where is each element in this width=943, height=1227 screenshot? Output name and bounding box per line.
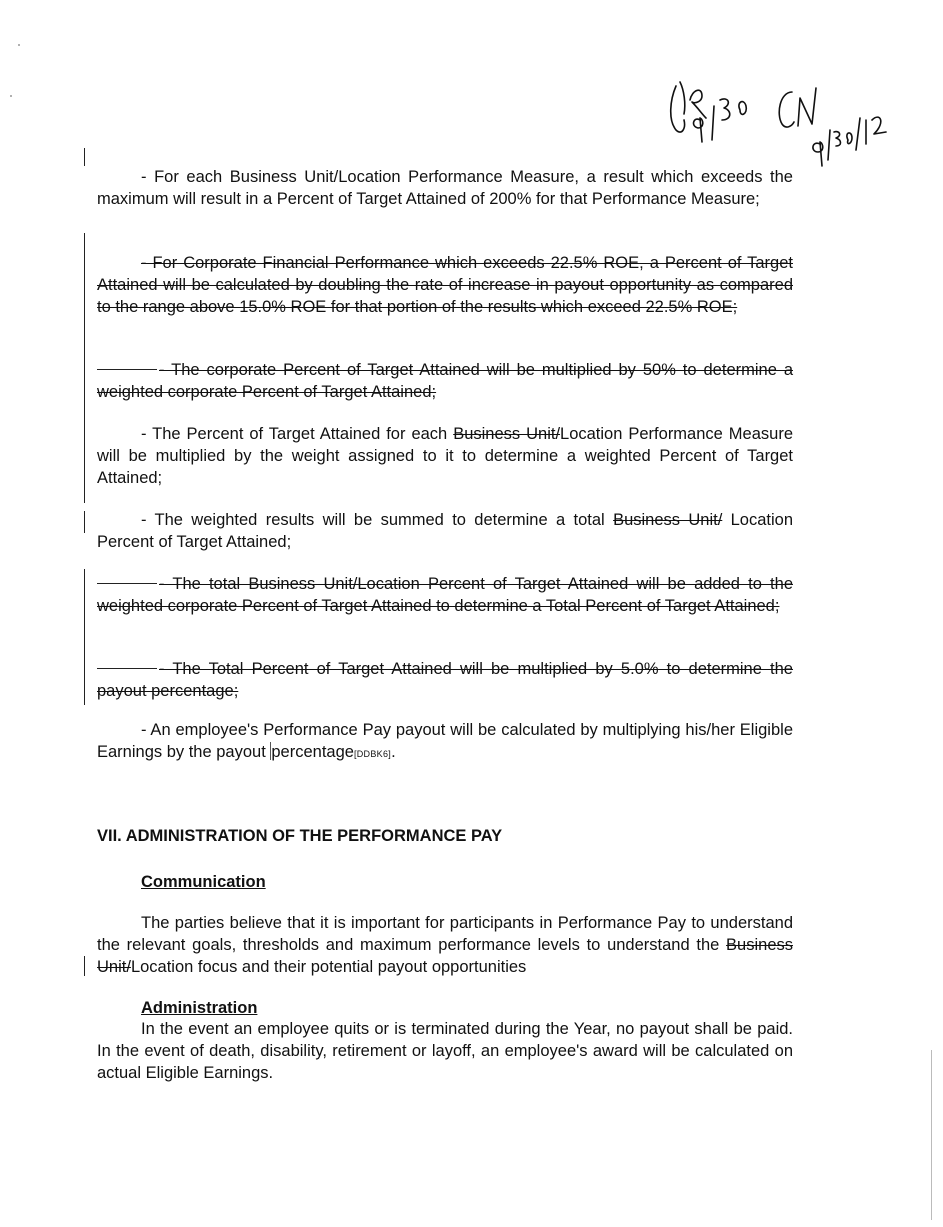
bullet-weight-assigned — [97, 423, 793, 489]
comment-tag: [DDBK6] — [353, 749, 392, 759]
scan-speck — [18, 44, 20, 46]
struck-text: Business Unit/ — [97, 936, 793, 976]
communication-paragraph — [97, 912, 793, 978]
scan-speck — [10, 95, 12, 97]
revision-bar — [84, 148, 85, 166]
bullet-text: - For each Business Unit/Location Performance Measure, a result which exceeds the maximum will result in a Percent of Target Attained of 200% for that Performance Measure; — [97, 168, 793, 208]
paragraph-text: Location focus and their potential payout opportunities — [130, 958, 527, 976]
bullet-text: Location Percent of Target Attained; — [97, 511, 794, 551]
communication-subheading: Communication — [141, 873, 266, 891]
struck-indent-line — [97, 369, 157, 370]
bullet-text: - An employee's Performance Pay payout will be calculated by multiplying his/her Eligible Earnings by the payout — [97, 721, 793, 761]
bullet-corporate-weighted — [97, 359, 793, 403]
bullet-weighted-summed — [97, 509, 793, 553]
struck-indent-line — [97, 668, 157, 669]
revision-bar — [84, 569, 85, 705]
bullet-text: Location Performance Measure will be multiplied by the weight assigned to it to determine a weighted Percent of Target Attained; — [97, 425, 793, 487]
bullet-text: - The weighted results will be summed to determine a total — [141, 511, 614, 529]
administration-paragraph — [97, 1018, 793, 1084]
revision-bar — [84, 233, 85, 503]
bullet-text-struck: - For Corporate Financial Performance which exceeds 22.5% ROE, a Percent of Target Attained will be calculated by doubling the rate of increase in payout opportunity as compared to the range above 15.0% ROE for that portion of the results which exceed 22.5% ROE; — [97, 254, 793, 316]
bullet-text: . — [391, 743, 396, 761]
struck-text: Business Unit/ — [453, 425, 561, 443]
paragraph-text: The parties believe that it is important for participants in Performance Pay to understand the relevant goals, thresholds and maximum performance levels to understand the — [97, 914, 793, 954]
section-heading: VII. ADMINISTRATION OF THE PERFORMANCE PAY — [97, 827, 503, 845]
bullet-payout-percentage — [97, 658, 793, 702]
bullet-text-struck: - The Total Percent of Target Attained will be multiplied by 5.0% to determine the payout percentage; — [97, 660, 793, 700]
revision-bar — [84, 511, 85, 533]
paragraph-text: In the event an employee quits or is terminated during the Year, no payout shall be paid. In the event of death, disability, retirement or layoff, an employee's award will be calculated on actual Eligible Earnings. — [97, 1020, 793, 1082]
scan-edge-line — [931, 1050, 932, 1220]
bullet-corporate-financial-performance — [97, 252, 793, 318]
revision-bar — [84, 956, 85, 976]
struck-indent-line — [97, 583, 157, 584]
administration-subheading: Administration — [141, 999, 258, 1017]
bullet-text: - The Percent of Target Attained for each — [141, 425, 454, 443]
bullet-total-added — [97, 573, 793, 617]
bullet-employee-payout — [97, 719, 793, 765]
struck-text: Business Unit/ — [613, 511, 723, 529]
bullet-text-struck: - The corporate Percent of Target Attained will be multiplied by 50% to determine a weighted corporate Percent of Target Attained; — [97, 361, 793, 401]
handwritten-initials-signature — [640, 70, 900, 170]
bullet-text-struck: - The total Business Unit/Location Percent of Target Attained will be added to the weighted corporate Percent of Target Attained to determine a Total Percent of Target Attained; — [97, 575, 793, 615]
bullet-text: percentage — [271, 743, 354, 761]
bullet-business-unit-maximum — [97, 166, 793, 210]
